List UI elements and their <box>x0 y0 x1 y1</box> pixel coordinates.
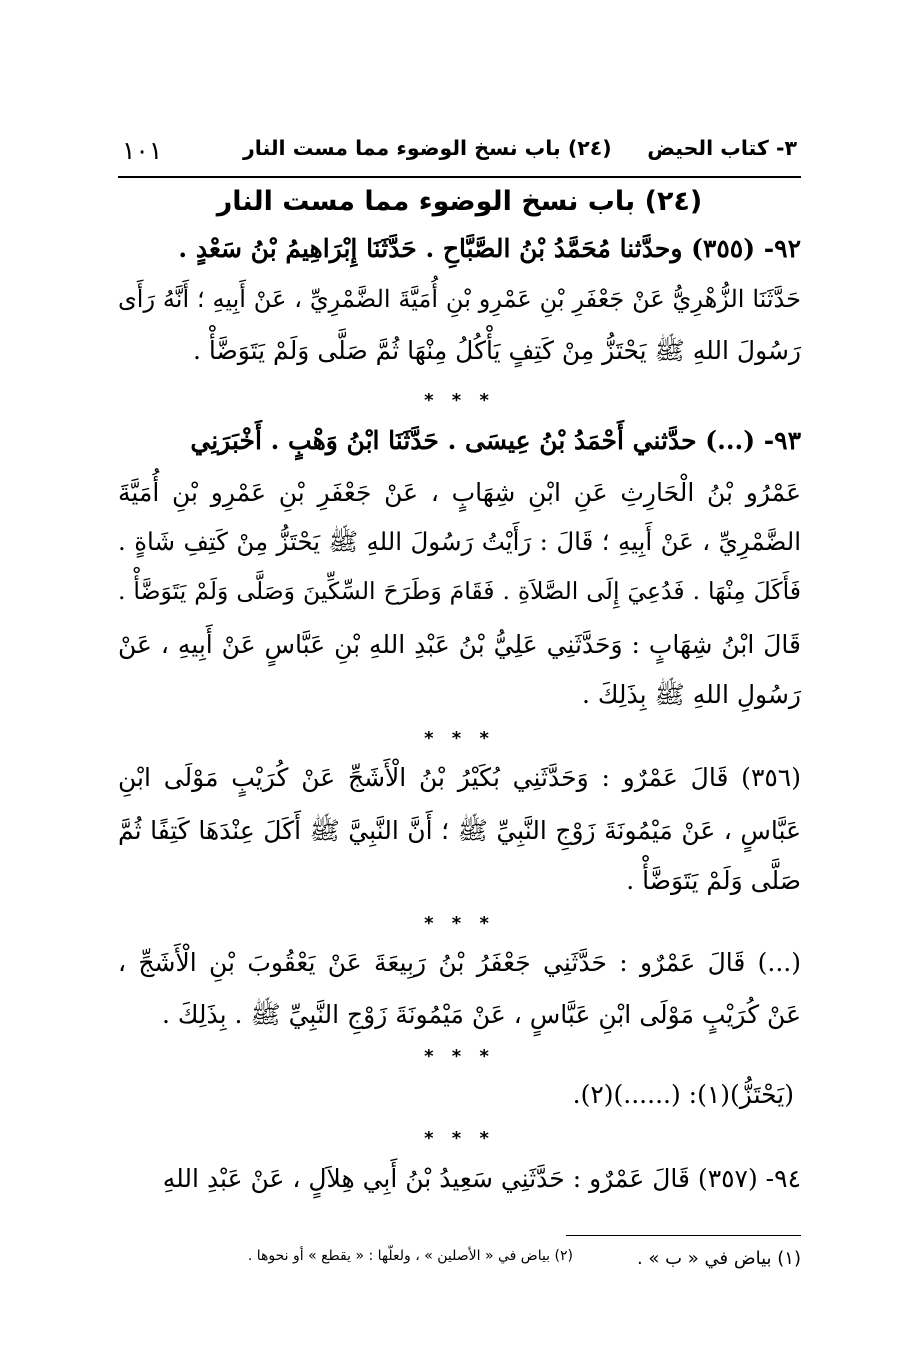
text-line: فَأَكَلَ مِنْهَا . فَدُعِيَ إِلَى الصَّلاَةِ . فَقَامَ وَطَرَحَ السِّكِّينَ وَصَلَّى وَلَمْ يَتَوَضَّأْ . <box>118 577 801 605</box>
text-line: قَالَ ابْنُ شِهَابٍ : وَحَدَّثَنِي عَلِيُّ بْنُ عَبْدِ اللهِ بْنِ عَبَّاسٍ عَنْ أَبِيهِ ، عَنْ <box>118 630 801 659</box>
text-line: (...) قَالَ عَمْرٌو : حَدَّثَنِي جَعْفَرُ بْنُ رَبِيعَةَ عَنْ يَعْقُوبَ بْنِ الْأَشَجِّ ، <box>118 948 801 977</box>
text-line: ٩٢- (٣٥٥) وحدَّثنا مُحَمَّدُ بْنُ الصَّبَّاحِ . حَدَّثَنَا إِبْرَاهِيمُ بْنُ سَعْدٍ . <box>178 234 801 263</box>
separator-stars: * * * <box>424 728 495 749</box>
page-number: ١٠١ <box>122 136 163 165</box>
running-title: ٣- كتاب الحيض (٢٤) باب نسخ الوضوء مما مست النار <box>242 136 797 160</box>
footnote: (٢) بياض في « الأصلين » ، ولعلّها : « يقطع » أو نحوها . <box>247 1248 573 1264</box>
separator-stars: * * * <box>424 913 495 934</box>
text-line: عَنْ كُرَيْبٍ مَوْلَى ابْنِ عَبَّاسٍ ، عَنْ مَيْمُونَةَ زَوْجِ النَّبِيِّ ﷺ . بِذَلِكَ . <box>161 1000 801 1029</box>
header-rule <box>118 176 801 178</box>
text-line: ٩٣- (...) حدَّثني أَحْمَدُ بْنُ عِيسَى . حَدَّثَنَا ابْنُ وَهْبٍ . أَخْبَرَنِي <box>190 426 801 455</box>
text-line: ٩٤- (٣٥٧) قَالَ عَمْرٌو : حَدَّثَنِي سَعِيدُ بْنُ أَبِي هِلاَلٍ ، عَنْ عَبْدِ اللهِ <box>162 1164 801 1193</box>
separator-stars: * * * <box>424 1128 495 1149</box>
text-line: عَبَّاسٍ ، عَنْ مَيْمُونَةَ زَوْجِ النَّبِيِّ ﷺ ؛ أَنَّ النَّبِيَّ ﷺ أَكَلَ عِنْدَهَا كَتِفًا ثُمَّ <box>118 816 801 845</box>
chapter-title: (٢٤) باب نسخ الوضوء مما مست النار <box>216 186 703 217</box>
text-line: (يَحْتَزُّ)(١): (......)(٢). <box>572 1080 794 1109</box>
text-line: رَسُولِ اللهِ ﷺ بِذَلِكَ . <box>581 680 801 709</box>
footnote-rule <box>566 1235 801 1236</box>
text-line: حَدَّثَنَا الزُّهْرِيُّ عَنْ جَعْفَرِ بْنِ عَمْرِو بْنِ أُمَيَّةَ الضَّمْرِيِّ ، عَنْ أَبِيهِ ؛ أَنَّهُ رَأَى <box>118 285 801 313</box>
text-line: صَلَّى وَلَمْ يَتَوَضَّأْ . <box>626 866 801 895</box>
separator-stars: * * * <box>424 1046 495 1067</box>
text-line: (٣٥٦) قَالَ عَمْرٌو : وَحَدَّثَنِي بُكَيْرُ بْنُ الْأَشَجِّ عَنْ كُرَيْبٍ مَوْلَى ابْنِ <box>118 763 801 792</box>
separator-stars: * * * <box>424 390 495 411</box>
text-line: الضَّمْرِيِّ ، عَنْ أَبِيهِ ؛ قَالَ : رَأَيْتُ رَسُولَ اللهِ ﷺ يَحْتَزُّ مِنْ كَتِفِ شَاةٍ . <box>118 527 801 556</box>
text-line: عَمْرُو بْنُ الْحَارِثِ عَنِ ابْنِ شِهَابٍ ، عَنْ جَعْفَرِ بْنِ عَمْرِو بْنِ أُمَيَّةَ <box>118 478 801 507</box>
footnote: (١) بياض في « ب » . <box>636 1248 801 1269</box>
text-line: رَسُولَ اللهِ ﷺ يَحْتَزُّ مِنْ كَتِفٍ يَأْكُلُ مِنْهَا ثُمَّ صَلَّى وَلَمْ يَتَوَضَّأْ . <box>192 336 801 365</box>
